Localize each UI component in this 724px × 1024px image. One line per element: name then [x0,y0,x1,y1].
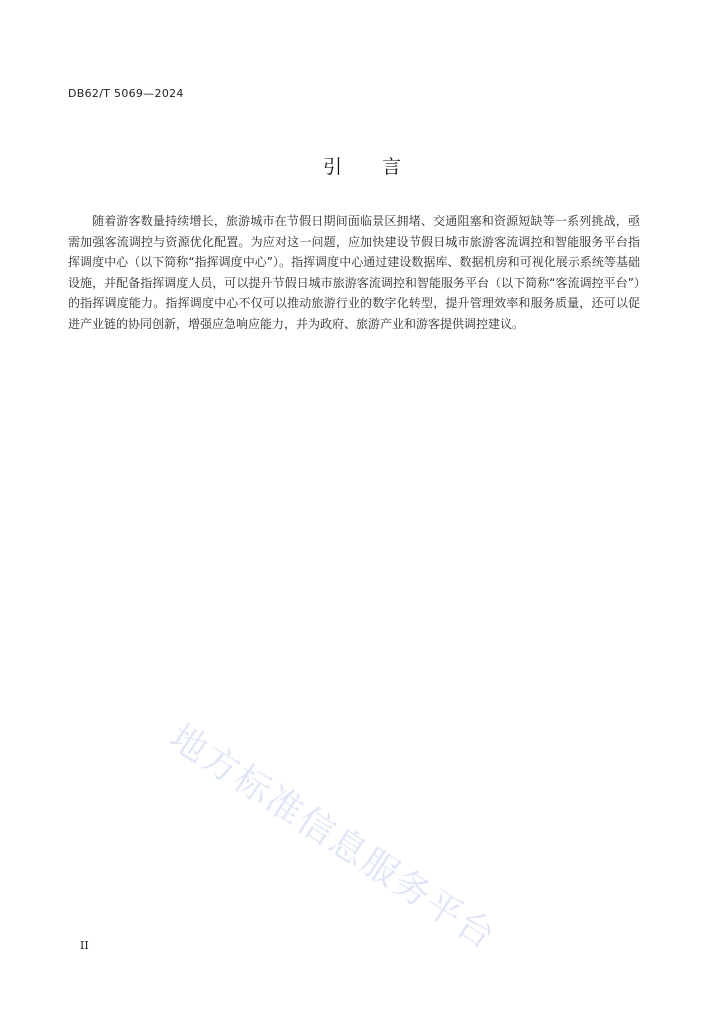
introduction-paragraph: 随着游客数量持续增长，旅游城市在节假日期间面临景区拥堵、交通阻塞和资源短缺等一系列挑战，亟需加强客流调控与资源优化配置。为应对这一问题，应加快建设节假日城市旅游客流调控和智能服务平台指挥调度中心（以下简称“指挥调度中心”）。指挥调度中心通过建设数据库、数据机房和可视化展示系统等基础设施，并配备指挥调度人员，可以提升节假日城市旅游客流调控和智能服务平台（以下简称“客流调控平台”）的指挥调度能力。指挥调度中心不仅可以推动旅游行业的数字化转型，提升管理效率和服务质量，还可以促进产业链的协同创新，增强应急响应能力，并为政府、旅游产业和游客提供调控建议。 [68,214,640,331]
page-number: II [80,939,89,952]
section-title-char-1: 引 [322,156,342,178]
watermark: 地方标准信息服务平台 [162,716,504,959]
standard-code: DB62/T 5069—2024 [68,87,184,100]
section-title-char-2: 言 [382,156,402,178]
section-title [0,152,724,179]
